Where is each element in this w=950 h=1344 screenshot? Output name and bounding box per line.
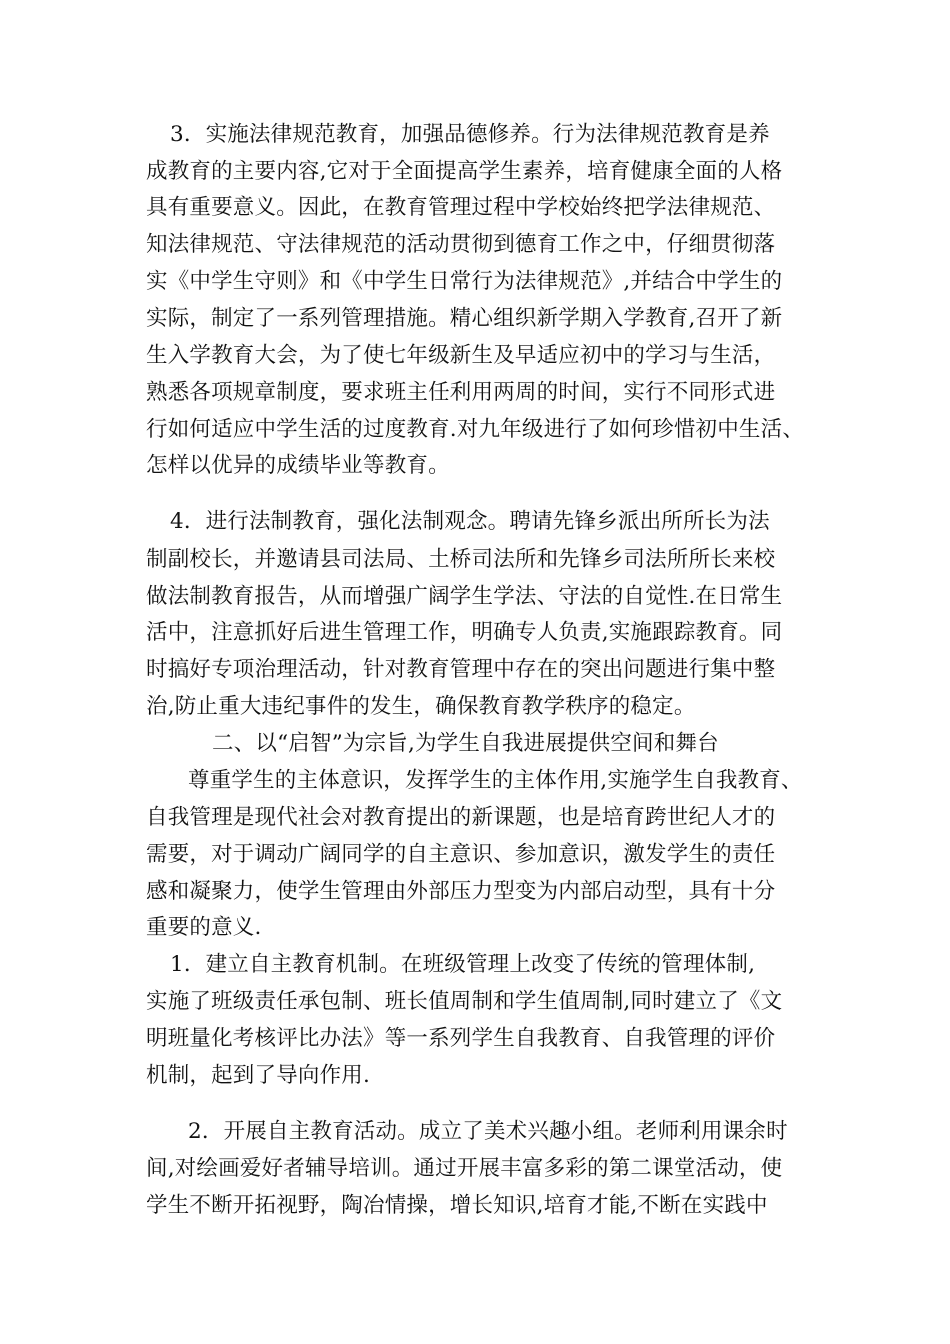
paragraph-3-line-8: 熟悉各项规章制度，要求班主任利用两周的时间，实行不同形式进 — [146, 380, 776, 405]
paragraph-4-line-5: 时搞好专项治理活动，针对教育管理中存在的突出问题进行集中整 — [146, 657, 776, 682]
paragraph-3-line-9: 行如何适应中学生活的过度教育.对九年级进行了如何珍惜初中生活、 — [146, 417, 805, 442]
paragraph-4-line-6: 治,防止重大违纪事件的发生，确保教育教学秩序的稳定。 — [146, 694, 696, 719]
paragraph-4-line-2: 制副校长，并邀请县司法局、土桥司法所和先锋乡司法所所长来校 — [146, 547, 776, 572]
intro-paragraph-line-1: 尊重学生的主体意识，发挥学生的主体作用,实施学生自我教育、 — [188, 768, 803, 793]
section-heading: 二、以“启智”为宗旨,为学生自我进展提供空间和舞台 — [212, 731, 719, 756]
paragraph-3-line-7: 生入学教育大会，为了使七年级新生及早适应初中的学习与生活， — [146, 343, 776, 368]
paragraph-3-line-5: 实《中学生守则》和《中学生日常行为法律规范》,并结合中学生的 — [146, 269, 783, 294]
item-2-line-1: 2．开展自主教育活动。成立了美术兴趣小组。老师利用课余时 — [188, 1119, 788, 1144]
item-1-line-3: 明班量化考核评比办法》等一系列学生自我教育、自我管理的评价 — [146, 1026, 776, 1051]
item-1-line-4: 机制，起到了导向作用. — [146, 1063, 371, 1088]
item-2-line-3: 学生不断开拓视野，陶冶情操，增长知识,培育才能,不断在实践中 — [146, 1193, 768, 1218]
paragraph-3-line-4: 知法律规范、守法律规范的活动贯彻到德育工作之中，仔细贯彻落 — [146, 232, 776, 257]
item-2-line-2: 间,对绘画爱好者辅导培训。通过开展丰富多彩的第二课堂活动，使 — [146, 1156, 783, 1181]
paragraph-3-line-3: 具有重要意义。因此，在教育管理过程中学校始终把学法律规范、 — [146, 195, 776, 220]
paragraph-3-line-10: 怎样以优异的成绩毕业等教育。 — [146, 453, 450, 478]
intro-paragraph-line-4: 感和凝聚力，使学生管理由外部压力型变为内部启动型，具有十分 — [146, 879, 776, 904]
intro-paragraph-line-3: 需要，对于调动广阔同学的自主意识、参加意识，激发学生的责任 — [146, 842, 776, 867]
intro-paragraph-line-2: 自我管理是现代社会对教育提出的新课题，也是培育跨世纪人才的 — [146, 805, 776, 830]
paragraph-3-line-6: 实际，制定了一系列管理措施。精心组织新学期入学教育,召开了新 — [146, 306, 783, 331]
paragraph-4-line-3: 做法制教育报告，从而增强广阔学生学法、守法的自觉性.在日常生 — [146, 584, 783, 609]
item-1-line-2: 实施了班级责任承包制、班长值周制和学生值周制,同时建立了《文 — [146, 989, 783, 1014]
paragraph-3-line-1: 3．实施法律规范教育，加强品德修养。行为法律规范教育是养 — [170, 122, 770, 147]
item-1-line-1: 1．建立自主教育机制。在班级管理上改变了传统的管理体制, — [170, 952, 756, 977]
paragraph-3-line-2: 成教育的主要内容,它对于全面提高学生素养，培育健康全面的人格 — [146, 159, 783, 184]
paragraph-4-line-4: 活中，注意抓好后进生管理工作，明确专人负责,实施跟踪教育。同 — [146, 620, 783, 645]
paragraph-4-line-1: 4．进行法制教育，强化法制观念。聘请先锋乡派出所所长为法 — [170, 509, 770, 534]
intro-paragraph-line-5: 重要的意义. — [146, 915, 262, 940]
